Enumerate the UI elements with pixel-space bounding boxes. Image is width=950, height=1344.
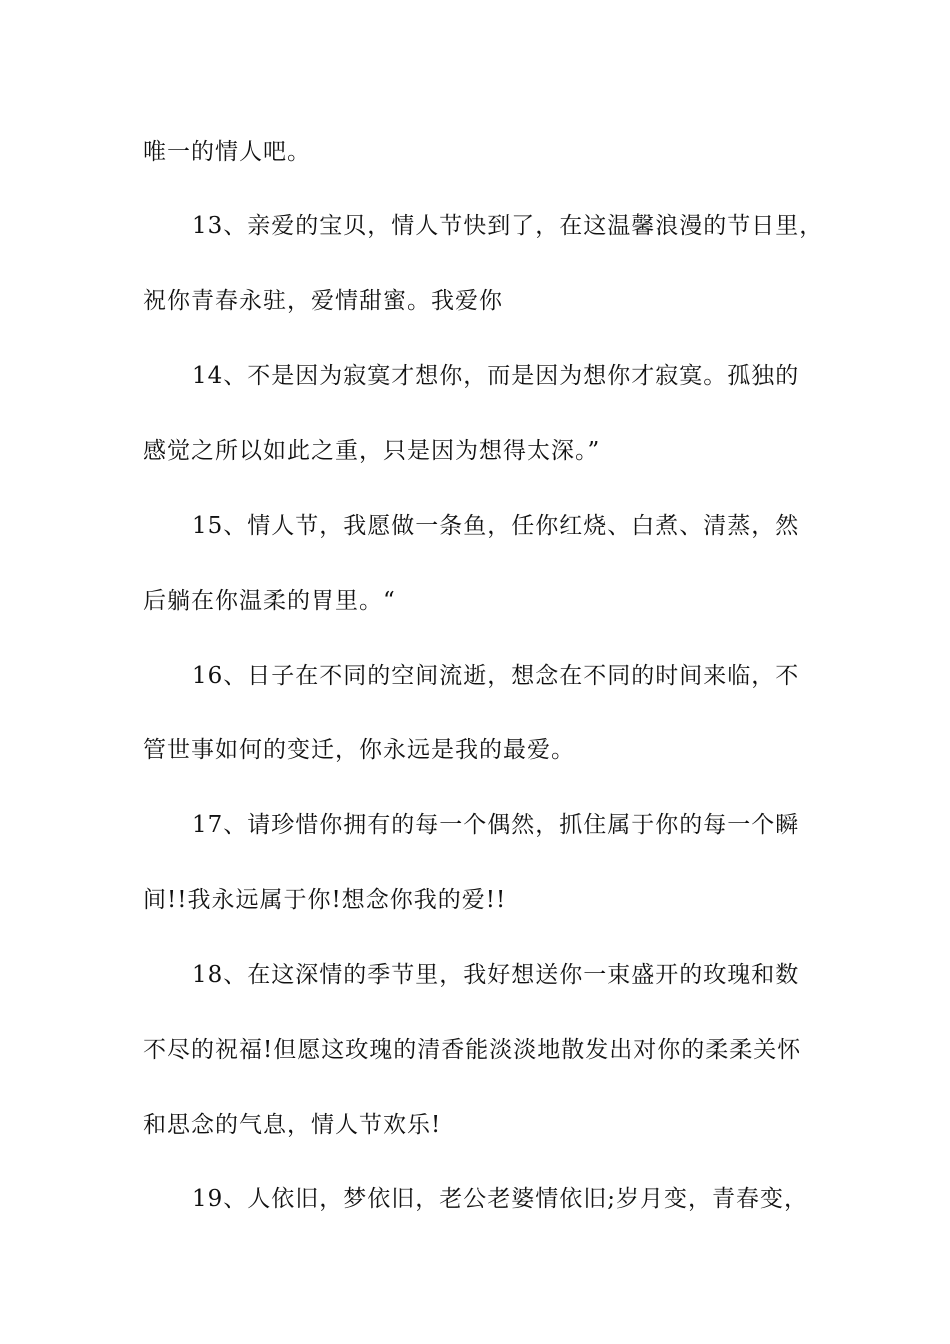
text-line: 19、人依旧，梦依旧，老公老婆情依旧;岁月变，青春变， <box>192 1186 809 1212</box>
text-line: 感觉之所以如此之重，只是因为想得太深。” <box>143 438 601 464</box>
text-line: 管世事如何的变迁，你永远是我的最爱。 <box>143 737 575 763</box>
text-line: 17、请珍惜你拥有的每一个偶然，抓住属于你的每一个瞬 <box>192 812 800 838</box>
text-line: 祝你青春永驻，爱情甜蜜。我爱你 <box>143 288 503 314</box>
text-line: 18、在这深情的季节里，我好想送你一束盛开的玫瑰和数 <box>192 962 800 988</box>
text-line: 16、日子在不同的空间流逝，想念在不同的时间来临，不 <box>192 663 800 689</box>
text-line: 间!!我永远属于你!想念你我的爱!! <box>143 887 507 913</box>
text-line: 和思念的气息，情人节欢乐! <box>143 1112 442 1138</box>
text-line: 14、不是因为寂寞才想你，而是因为想你才寂寞。孤独的 <box>192 363 800 389</box>
text-line: 唯一的情人吧。 <box>143 139 311 165</box>
text-line: 不尽的祝福!但愿这玫瑰的清香能淡淡地散发出对你的柔柔关怀 <box>143 1037 802 1063</box>
text-line: 13、亲爱的宝贝，情人节快到了，在这温馨浪漫的节日里， <box>192 213 824 239</box>
text-line: 后躺在你温柔的胃里。“ <box>143 588 396 614</box>
text-line: 15、情人节，我愿做一条鱼，任你红烧、白煮、清蒸，然 <box>192 513 800 539</box>
